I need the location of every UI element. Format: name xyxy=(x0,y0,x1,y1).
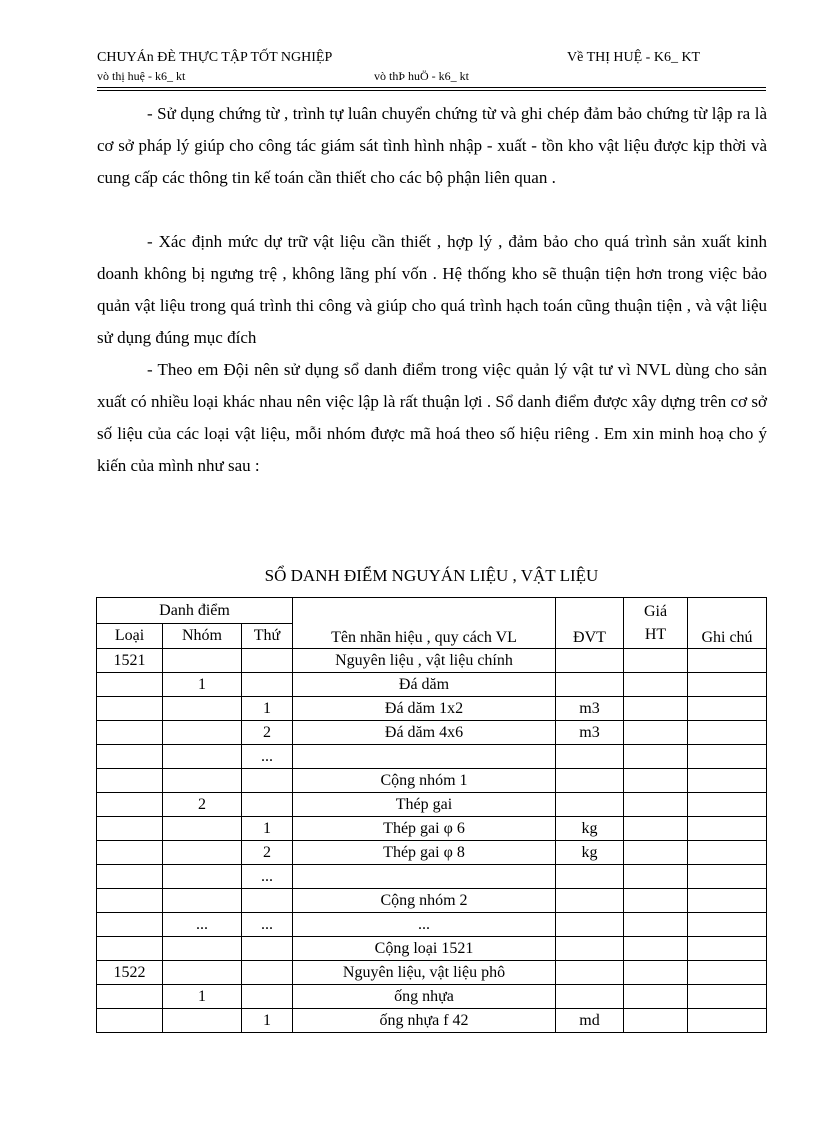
cell-loai: 1521 xyxy=(97,649,163,673)
cell-loai xyxy=(97,769,163,793)
cell-nhom xyxy=(163,865,242,889)
cell-dvt xyxy=(556,673,624,697)
table-title: SỔ DANH ĐIỂM NGUYÁN LIỆU , VẬT LIỆU xyxy=(264,566,599,585)
header-rule-double xyxy=(97,90,766,91)
cell-gia xyxy=(624,745,688,769)
cell-gia xyxy=(624,985,688,1009)
cell-dvt: m3 xyxy=(556,721,624,745)
table-row xyxy=(97,1009,767,1033)
cell-thu xyxy=(242,889,293,913)
col-header-ten: Tên nhãn hiệu , quy cách VL xyxy=(293,598,556,649)
cell-thu: ... xyxy=(242,865,293,889)
cell-thu xyxy=(242,793,293,817)
cell-gia xyxy=(624,649,688,673)
header-sub-left: vò thị huệ - k6_ kt xyxy=(97,69,186,83)
cell-dvt xyxy=(556,913,624,937)
group-header-danh-diem: Danh điểm xyxy=(97,598,293,624)
cell-dvt xyxy=(556,745,624,769)
table-row xyxy=(97,745,767,769)
cell-dvt xyxy=(556,961,624,985)
cell-dvt xyxy=(556,985,624,1009)
cell-gia xyxy=(624,1009,688,1033)
cell-nhom: 1 xyxy=(163,985,242,1009)
header-sub-mid: vò thÞ huÖ - k6_ kt xyxy=(374,69,470,83)
cell-loai xyxy=(97,697,163,721)
cell-ghi-chu xyxy=(688,985,767,1009)
cell-ten: Thép gai φ 6 xyxy=(293,817,556,841)
cell-ghi-chu xyxy=(688,721,767,745)
cell-ghi-chu xyxy=(688,745,767,769)
cell-ghi-chu xyxy=(688,937,767,961)
cell-gia xyxy=(624,673,688,697)
cell-ghi-chu xyxy=(688,841,767,865)
cell-gia xyxy=(624,937,688,961)
cell-loai xyxy=(97,841,163,865)
col-header-gia xyxy=(624,598,688,649)
cell-gia xyxy=(624,913,688,937)
cell-ten: Đá dăm 1x2 xyxy=(293,697,556,721)
cell-dvt xyxy=(556,793,624,817)
col-header-thu: Thứ xyxy=(242,624,293,649)
cell-dvt: md xyxy=(556,1009,624,1033)
cell-gia xyxy=(624,889,688,913)
cell-loai xyxy=(97,889,163,913)
cell-nhom xyxy=(163,745,242,769)
table-row xyxy=(97,985,767,1009)
cell-loai xyxy=(97,793,163,817)
header-rule xyxy=(97,87,766,88)
col-header-ghi-chu: Ghi chú xyxy=(688,598,767,649)
table-row xyxy=(97,889,767,913)
col-header-dvt: ĐVT xyxy=(556,598,624,649)
table-row xyxy=(97,913,767,937)
col-header-gia-top: Giá xyxy=(643,603,668,620)
cell-nhom xyxy=(163,961,242,985)
cell-nhom: ... xyxy=(163,913,242,937)
cell-ten: ống nhựa f 42 xyxy=(293,1009,556,1033)
cell-ten: Cộng nhóm 2 xyxy=(293,889,556,913)
cell-thu xyxy=(242,673,293,697)
cell-loai xyxy=(97,937,163,961)
cell-gia xyxy=(624,865,688,889)
cell-ghi-chu xyxy=(688,673,767,697)
cell-dvt xyxy=(556,889,624,913)
table-row xyxy=(97,793,767,817)
cell-thu xyxy=(242,961,293,985)
cell-ghi-chu xyxy=(688,889,767,913)
cell-gia xyxy=(624,817,688,841)
col-header-loai: Loại xyxy=(97,624,163,649)
cell-ten: ... xyxy=(293,913,556,937)
table-row xyxy=(97,697,767,721)
cell-dvt xyxy=(556,649,624,673)
cell-ten: Cộng nhóm 1 xyxy=(293,769,556,793)
col-header-nhom: Nhóm xyxy=(163,624,242,649)
header-right-title: Về THỊ HUỆ - K6_ KT xyxy=(567,50,701,65)
cell-thu: 1 xyxy=(242,817,293,841)
paragraph-1: - Sử dụng chứng từ , trình tự luân chuyển chứng từ và ghi chép đảm bảo chứng từ lập ra là cơ sở pháp lý giúp cho công tác giám sát tình hình nhập - xuất - tồn kho vật liệu được kịp thời và cung cấp các thông tin kế toán cần thiết cho các bộ phận liên quan . xyxy=(97,104,767,187)
table-row xyxy=(97,673,767,697)
cell-dvt: m3 xyxy=(556,697,624,721)
cell-ghi-chu xyxy=(688,769,767,793)
cell-loai xyxy=(97,913,163,937)
cell-gia xyxy=(624,721,688,745)
cell-thu xyxy=(242,769,293,793)
cell-nhom xyxy=(163,817,242,841)
cell-nhom xyxy=(163,1009,242,1033)
cell-thu: 1 xyxy=(242,697,293,721)
cell-ten: Cộng loại 1521 xyxy=(293,937,556,961)
cell-loai xyxy=(97,745,163,769)
cell-ghi-chu xyxy=(688,865,767,889)
cell-ten xyxy=(293,745,556,769)
cell-thu: 2 xyxy=(242,841,293,865)
paragraph-2: - Xác định mức dự trữ vật liệu cần thiết , hợp lý , đảm bảo cho quá trình sản xuất kinh doanh không bị ngưng trệ , không lãng phí vốn . Hệ thống kho sẽ thuận tiện hơn trong việc bảo quản vật liệu trong quá trình thi công và giúp cho quá trình hạch toán cũng thuận tiện , và vật liệu sử dụng đúng mục đích xyxy=(97,232,767,347)
table-row xyxy=(97,937,767,961)
cell-loai xyxy=(97,673,163,697)
header-left-title: CHUYÁn ĐÈ THỰC TẬP TỐT NGHIỆP xyxy=(97,50,333,65)
cell-thu: 1 xyxy=(242,1009,293,1033)
cell-nhom xyxy=(163,769,242,793)
cell-ten: Đá dăm 4x6 xyxy=(293,721,556,745)
cell-ten xyxy=(293,865,556,889)
cell-gia xyxy=(624,841,688,865)
cell-thu xyxy=(242,937,293,961)
cell-nhom xyxy=(163,697,242,721)
cell-nhom xyxy=(163,649,242,673)
table-row xyxy=(97,817,767,841)
cell-ten: Nguyên liệu , vật liệu chính xyxy=(293,649,556,673)
table-row xyxy=(97,769,767,793)
cell-thu: ... xyxy=(242,745,293,769)
cell-ten: Đá dăm xyxy=(293,673,556,697)
table-body xyxy=(97,649,767,1033)
cell-ghi-chu xyxy=(688,793,767,817)
cell-ghi-chu xyxy=(688,1009,767,1033)
cell-ten: Thép gai φ 8 xyxy=(293,841,556,865)
cell-ghi-chu xyxy=(688,649,767,673)
cell-nhom xyxy=(163,841,242,865)
table-row xyxy=(97,961,767,985)
cell-loai xyxy=(97,721,163,745)
cell-nhom xyxy=(163,889,242,913)
material-index-table xyxy=(96,597,767,1033)
col-header-gia-bottom: HT xyxy=(644,626,667,643)
paragraph-3: - Theo em Đội nên sử dụng sổ danh điểm trong việc quản lý vật tư vì NVL dùng cho sản xuất có nhiều loại khác nhau nên việc lập là rất thuận lợi . Sổ danh điểm được xây dựng trên cơ sở số liệu của các loại vật liệu, mỗi nhóm được mã hoá theo số hiệu riêng . Em xin minh hoạ cho ý kiến của mình như sau : xyxy=(97,360,767,475)
cell-dvt xyxy=(556,937,624,961)
cell-gia xyxy=(624,793,688,817)
cell-loai xyxy=(97,985,163,1009)
cell-dvt: kg xyxy=(556,841,624,865)
cell-dvt xyxy=(556,769,624,793)
cell-ghi-chu xyxy=(688,697,767,721)
cell-gia xyxy=(624,697,688,721)
table-row xyxy=(97,841,767,865)
table-row xyxy=(97,865,767,889)
cell-thu: 2 xyxy=(242,721,293,745)
cell-dvt: kg xyxy=(556,817,624,841)
cell-ghi-chu xyxy=(688,913,767,937)
cell-nhom: 1 xyxy=(163,673,242,697)
cell-loai xyxy=(97,817,163,841)
table-row xyxy=(97,721,767,745)
cell-nhom xyxy=(163,721,242,745)
cell-gia xyxy=(624,769,688,793)
cell-loai xyxy=(97,1009,163,1033)
cell-loai: 1522 xyxy=(97,961,163,985)
cell-ten: Thép gai xyxy=(293,793,556,817)
cell-ghi-chu xyxy=(688,961,767,985)
cell-gia xyxy=(624,961,688,985)
cell-thu: ... xyxy=(242,913,293,937)
cell-nhom: 2 xyxy=(163,793,242,817)
table-row xyxy=(97,649,767,673)
cell-thu xyxy=(242,649,293,673)
cell-dvt xyxy=(556,865,624,889)
cell-thu xyxy=(242,985,293,1009)
cell-ten: ống nhựa xyxy=(293,985,556,1009)
cell-nhom xyxy=(163,937,242,961)
cell-ghi-chu xyxy=(688,817,767,841)
cell-loai xyxy=(97,865,163,889)
cell-ten: Nguyên liệu, vật liệu phô xyxy=(293,961,556,985)
